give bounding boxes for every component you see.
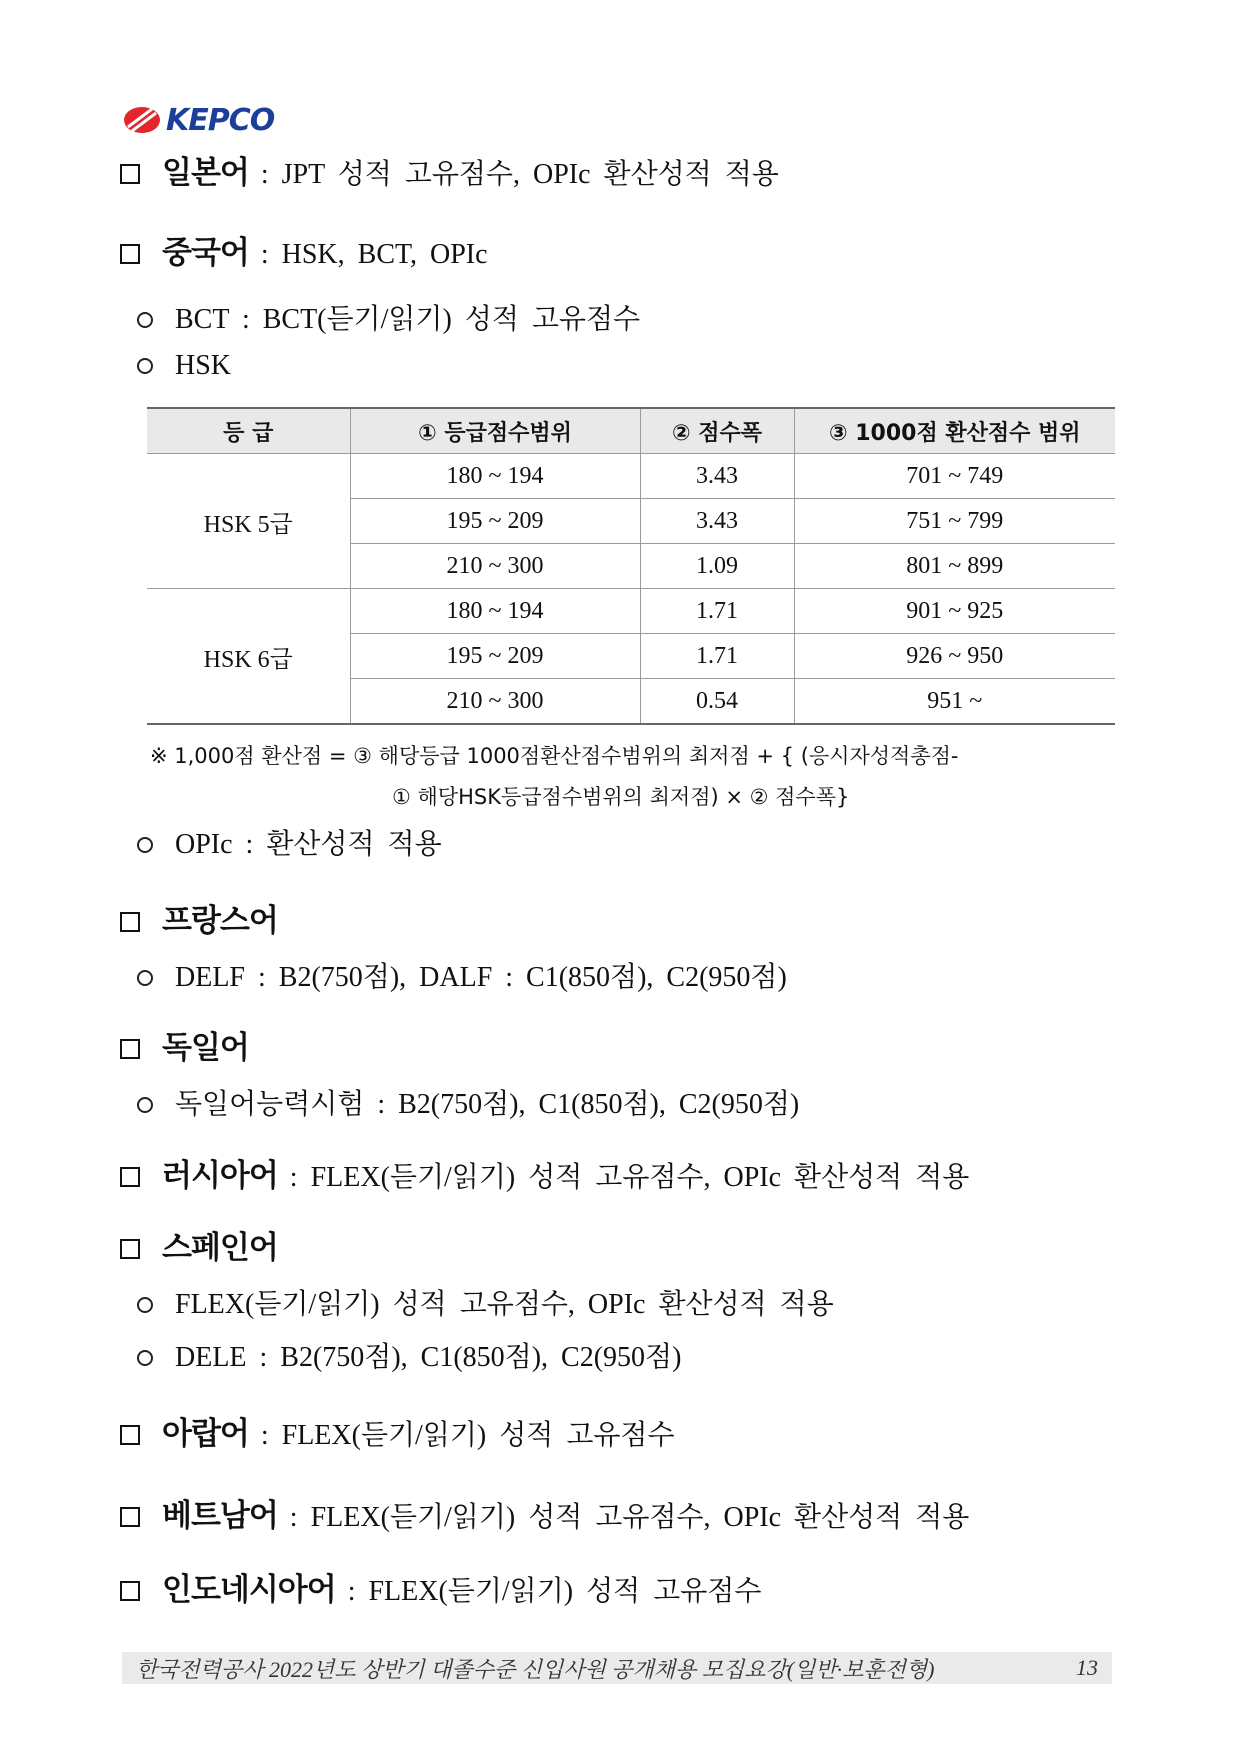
- checkbox-square-icon: [120, 1039, 140, 1059]
- section-description: : FLEX(듣기/읽기) 성적 고유점수, OPIc 환산성적 적용: [289, 1502, 970, 1533]
- section-title: 아랍어: [162, 1416, 249, 1452]
- section-description: : FLEX(듣기/읽기) 성적 고유점수, OPIc 환산성적 적용: [289, 1162, 970, 1193]
- width-cell: 3.43: [640, 499, 794, 544]
- section-indonesian: [120, 1564, 761, 1609]
- checkbox-square-icon: [120, 1167, 140, 1187]
- section-chinese: [120, 227, 488, 272]
- width-cell: 1.71: [640, 634, 794, 679]
- range-cell: 180 ~ 194: [350, 589, 640, 634]
- checkbox-square-icon: [120, 1425, 140, 1445]
- bullet-circle-icon: [137, 1297, 153, 1313]
- width-cell: 0.54: [640, 679, 794, 725]
- page-number: 13: [1076, 1655, 1098, 1680]
- list-item: [137, 297, 640, 337]
- section-arabic: [120, 1408, 675, 1453]
- checkbox-square-icon: [120, 164, 140, 184]
- checkbox-square-icon: [120, 912, 140, 932]
- range-cell: 210 ~ 300: [350, 544, 640, 589]
- bullet-circle-icon: [137, 970, 153, 986]
- section-title: 베트남어: [162, 1498, 278, 1534]
- section-japanese: [120, 147, 779, 192]
- checkbox-square-icon: [120, 244, 140, 264]
- kepco-logo: [122, 100, 274, 140]
- checkbox-square-icon: [120, 1239, 140, 1259]
- range-cell: 195 ~ 209: [350, 499, 640, 544]
- section-title: 일본어: [162, 155, 249, 191]
- range-cell: 210 ~ 300: [350, 679, 640, 725]
- converted-cell: 926 ~ 950: [794, 634, 1115, 679]
- list-item: [137, 955, 787, 995]
- list-item-text: DELE : B2(750점), C1(850점), C2(950점): [175, 1342, 682, 1373]
- section-german: [120, 1022, 249, 1067]
- section-spanish: [120, 1222, 278, 1267]
- section-title: 독일어: [162, 1030, 249, 1066]
- kepco-mark-icon: [122, 105, 162, 135]
- list-item-text: OPIc : 환산성적 적용: [175, 829, 442, 860]
- hsk-conversion-table: [147, 407, 1115, 725]
- section-french: [120, 895, 278, 940]
- conversion-note-line1: ※ 1,000점 환산점 = ③ 해당등급 1000점환산점수범위의 최저점 + { (응시자성적총점-: [150, 744, 959, 768]
- list-item-text: DELF : B2(750점), DALF : C1(850점), C2(950점): [175, 962, 787, 993]
- bullet-circle-icon: [137, 1097, 153, 1113]
- kepco-logo-text: KEPCO: [166, 102, 275, 138]
- list-item: [137, 350, 231, 382]
- range-cell: 195 ~ 209: [350, 634, 640, 679]
- section-title: 인도네시아어: [162, 1572, 336, 1608]
- section-title: 프랑스어: [162, 903, 278, 939]
- converted-cell: 951 ~: [794, 679, 1115, 725]
- list-item: [137, 1082, 799, 1122]
- range-cell: 180 ~ 194: [350, 454, 640, 499]
- grade-cell: HSK 5급: [147, 454, 350, 589]
- section-title: 스페인어: [162, 1230, 278, 1266]
- table-header-row: [147, 408, 1115, 454]
- bullet-circle-icon: [137, 837, 153, 853]
- converted-cell: 901 ~ 925: [794, 589, 1115, 634]
- page-footer: [122, 1652, 1112, 1684]
- section-title: 중국어: [162, 235, 249, 271]
- section-description: : JPT 성적 고유점수, OPIc 환산성적 적용: [260, 159, 779, 190]
- list-item-text: 독일어능력시험 : B2(750점), C1(850점), C2(950점): [175, 1089, 800, 1120]
- converted-cell: 701 ~ 749: [794, 454, 1115, 499]
- table-row: [147, 589, 1115, 634]
- section-description: : FLEX(듣기/읽기) 성적 고유점수: [260, 1420, 675, 1451]
- bullet-circle-icon: [137, 1350, 153, 1366]
- header-converted-range: ③ 1000점 환산점수 범위: [794, 408, 1115, 454]
- converted-cell: 751 ~ 799: [794, 499, 1115, 544]
- section-title: 러시아어: [162, 1158, 278, 1194]
- checkbox-square-icon: [120, 1581, 140, 1601]
- footer-title: 한국전력공사 2022년도 상반기 대졸수준 신입사원 공개채용 모집요강(일반·보훈전형): [136, 1656, 935, 1682]
- width-cell: 3.43: [640, 454, 794, 499]
- checkbox-square-icon: [120, 1507, 140, 1527]
- header-score-range: ① 등급점수범위: [350, 408, 640, 454]
- header-score-width: ② 점수폭: [640, 408, 794, 454]
- grade-cell: HSK 6급: [147, 589, 350, 725]
- list-item-text: BCT : BCT(듣기/읽기) 성적 고유점수: [175, 304, 641, 335]
- conversion-note-line2: ① 해당HSK등급점수범위의 최저점) × ② 점수폭}: [392, 785, 850, 809]
- list-item-text: FLEX(듣기/읽기) 성적 고유점수, OPIc 환산성적 적용: [175, 1289, 834, 1320]
- list-item: [137, 1282, 834, 1322]
- width-cell: 1.71: [640, 589, 794, 634]
- width-cell: 1.09: [640, 544, 794, 589]
- table-row: [147, 454, 1115, 499]
- bullet-circle-icon: [137, 312, 153, 328]
- section-description: : FLEX(듣기/읽기) 성적 고유점수: [347, 1576, 762, 1607]
- bullet-circle-icon: [137, 358, 153, 374]
- section-russian: [120, 1150, 969, 1195]
- converted-cell: 801 ~ 899: [794, 544, 1115, 589]
- section-vietnamese: [120, 1490, 969, 1535]
- list-item: [137, 1335, 681, 1375]
- header-grade: 등 급: [147, 408, 350, 454]
- section-description: : HSK, BCT, OPIc: [260, 239, 488, 270]
- list-item: [137, 822, 442, 862]
- list-item-text: HSK: [175, 350, 232, 381]
